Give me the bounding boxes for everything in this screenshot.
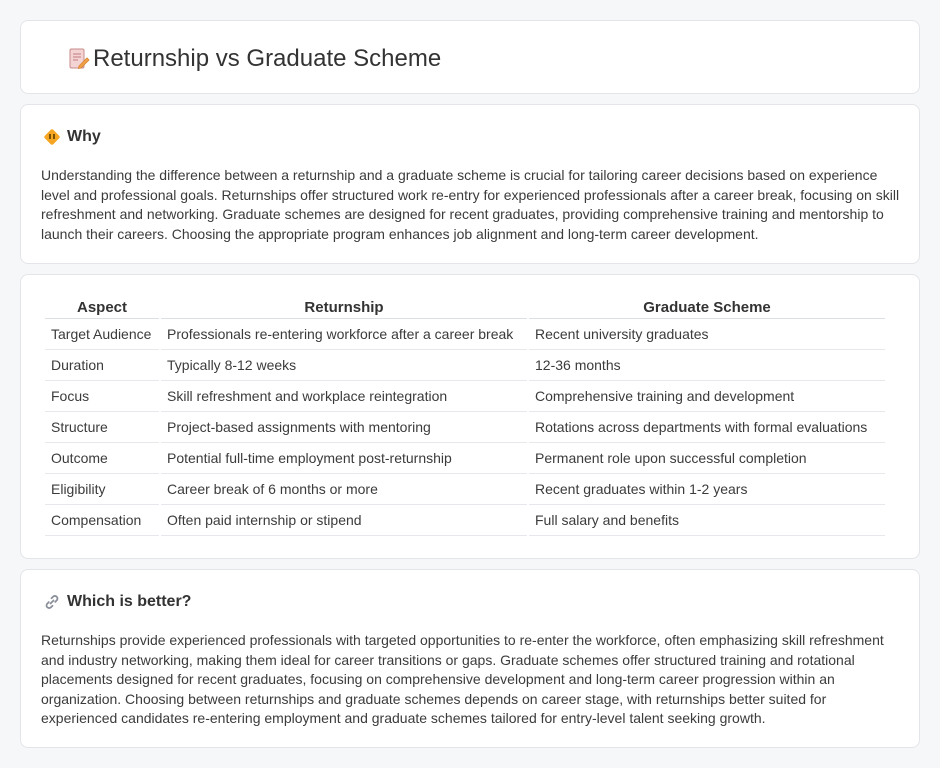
returnship-cell: Often paid internship or stipend: [161, 505, 527, 536]
returnship-cell: Project-based assignments with mentoring: [161, 412, 527, 443]
aspect-cell: Structure: [45, 412, 159, 443]
link-icon: [43, 593, 61, 611]
comparison-table: [43, 297, 887, 536]
returnship-cell: Potential full-time employment post-returnship: [161, 443, 527, 474]
why-heading: Why: [67, 128, 101, 145]
better-header: [43, 592, 191, 612]
better-heading: Which is better?: [67, 593, 192, 610]
title-card: [20, 20, 920, 94]
table-row: [45, 474, 885, 505]
aspect-cell: Eligibility: [45, 474, 159, 505]
header-graduate-scheme: Graduate Scheme: [529, 297, 885, 319]
header-aspect: Aspect: [45, 297, 159, 319]
table-row: [45, 505, 885, 536]
returnship-cell: Career break of 6 months or more: [161, 474, 527, 505]
why-header: [43, 127, 101, 147]
graduate-scheme-cell: Rotations across departments with formal evaluations: [529, 412, 885, 443]
table-row: [45, 381, 885, 412]
why-text: Understanding the difference between a returnship and a graduate scheme is crucial for tailoring career decisions based on experience level and professional goals. Returnships offer structured work re-entry for experienced professionals after a career break, focusing on skill refreshment and networking. Graduate schemes are designed for recent graduates, providing comprehensive training and mentorship to launch their careers. Choosing the appropriate program enhances job alignment and long-term career development.: [41, 167, 900, 242]
aspect-cell: Compensation: [45, 505, 159, 536]
comparison-card: [20, 274, 920, 559]
graduate-scheme-cell: Full salary and benefits: [529, 505, 885, 536]
returnship-cell: Professionals re-entering workforce after a career break: [161, 319, 527, 350]
aspect-cell: Outcome: [45, 443, 159, 474]
graduate-scheme-cell: Recent graduates within 1-2 years: [529, 474, 885, 505]
graduate-scheme-cell: Recent university graduates: [529, 319, 885, 350]
aspect-cell: Focus: [45, 381, 159, 412]
table-row: [45, 443, 885, 474]
table-row: [45, 412, 885, 443]
diamond-warning-icon: [43, 128, 61, 146]
returnship-cell: Skill refreshment and workplace reintegration: [161, 381, 527, 412]
header-returnship: Returnship: [161, 297, 527, 319]
better-text: Returnships provide experienced professionals with targeted opportunities to re-enter the workforce, often emphasizing skill refreshment and industry networking, making them ideal for career transitions or gaps. Graduate schemes offer structured training and rotational placements designed for recent graduates, focusing on comprehensive development and long-term career progression within an organization. Choosing between returnships and graduate schemes depends on career stage, with returnships better suited for experienced candidates re-entering employment and graduate schemes tailored for entry-level talent seeking growth.: [41, 632, 884, 726]
which-is-better-section: [20, 569, 920, 748]
graduate-scheme-cell: Permanent role upon successful completion: [529, 443, 885, 474]
table-row: [45, 319, 885, 350]
aspect-cell: Target Audience: [45, 319, 159, 350]
document-pencil-icon: [67, 47, 91, 71]
why-section: [20, 104, 920, 264]
returnship-cell: Typically 8-12 weeks: [161, 350, 527, 381]
page-title: Returnship vs Graduate Scheme: [93, 45, 442, 72]
graduate-scheme-cell: Comprehensive training and development: [529, 381, 885, 412]
aspect-cell: Duration: [45, 350, 159, 381]
table-row: [45, 350, 885, 381]
table-header-row: [45, 297, 885, 319]
graduate-scheme-cell: 12-36 months: [529, 350, 885, 381]
